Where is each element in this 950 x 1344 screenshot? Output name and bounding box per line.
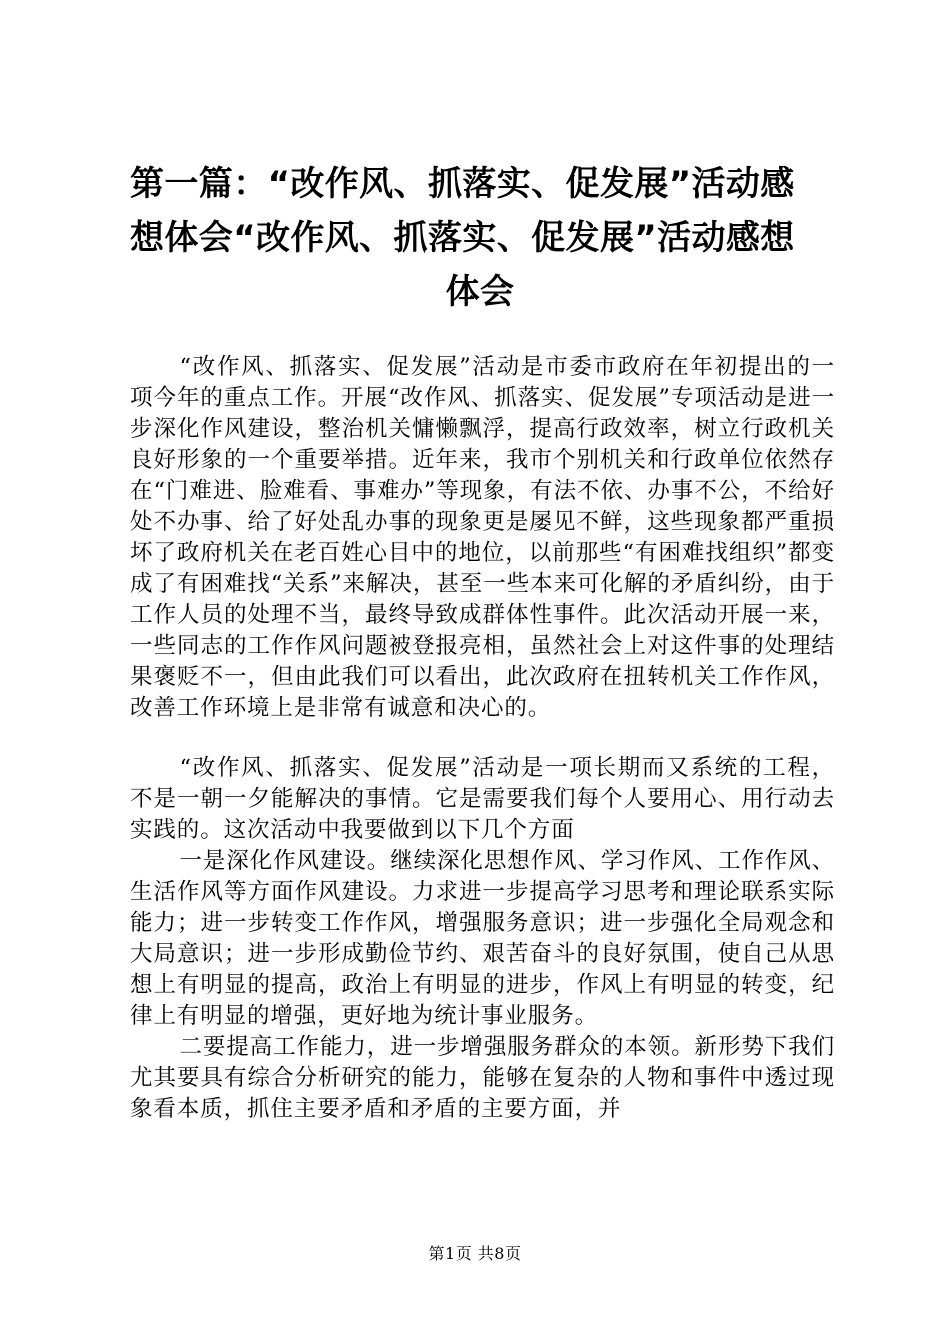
- title-line: 想体会“改作风、抓落实、促发展”活动感想: [130, 218, 795, 258]
- page-number-footer: 第1页 共8页: [428, 1244, 522, 1263]
- document-body: [130, 352, 835, 1125]
- title-line: 体会: [445, 272, 515, 312]
- body-paragraph: 一是深化作风建设。继续深化思想作风、学习作风、工作作风、生活作风等方面作风建设。力求进一步提高学习思考和理论联系实际能力；进一步转变工作作风，增强服务意识；进一步强化全局观念和大局意识；进一步形成勤俭节约、艰苦奋斗的良好氛围，使自己从思想上有明显的提高，政治上有明显的进步，作风上有明显的转变，纪律上有明显的增强，更好地为统计事业服务。: [130, 848, 835, 1029]
- title-line: 第一篇：“改作风、抓落实、促发展”活动感: [130, 164, 795, 204]
- body-paragraph: “改作风、抓落实、促发展”活动是一项长期而又系统的工程，不是一朝一夕能解决的事情。它是需要我们每个人要用心、用行动去实践的。这次活动中我要做到以下几个方面: [130, 755, 835, 843]
- body-paragraph: 二要提高工作能力，进一步增强服务群众的本领。新形势下我们尤其要具有综合分析研究的能力，能够在复杂的人物和事件中透过现象看本质，抓住主要矛盾和矛盾的主要方面，并: [130, 1034, 835, 1122]
- body-paragraph: “改作风、抓落实、促发展”活动是市委市政府在年初提出的一项今年的重点工作。开展“改作风、抓落实、促发展”专项活动是进一步深化作风建设，整治机关慵懒飘浮，提高行政效率，树立行政机关良好形象的一个重要举措。近年来，我市个别机关和行政单位依然存在“门难进、脸难看、事难办”等现象，有法不依、办事不公，不给好处不办事、给了好处乱办事的现象更是屡见不鲜，这些现象都严重损坏了政府机关在老百姓心目中的地位，以前那些“有困难找组织”都变成了有困难找“关系”来解决，甚至一些本来可化解的矛盾纠纷，由于工作人员的处理不当，最终导致成群体性事件。此次活动开展一来，一些同志的工作作风问题被登报亮相，虽然社会上对这件事的处理结果褒贬不一，但由此我们可以看出，此次政府在扭转机关工作作风，改善工作环境上是非常有诚意和决心的。: [130, 354, 835, 721]
- document-title: [130, 157, 830, 319]
